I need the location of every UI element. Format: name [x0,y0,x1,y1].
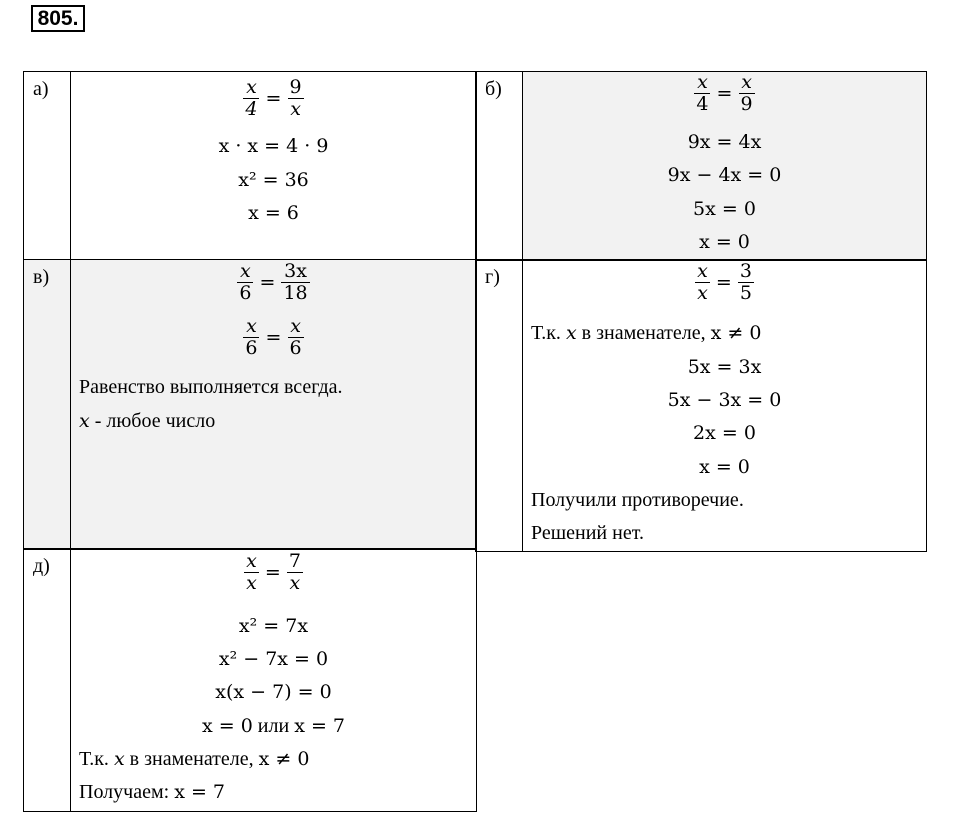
content-d [71,549,476,811]
equation-d: $\frac{x}{x}$ = $\frac{7}{x}$ [246,550,301,594]
equation-v-2: $\frac{x}{6}$ = $\frac{x}{6}$ [245,315,302,359]
step-line: x² = 36 [238,169,309,191]
cell-g [475,259,927,552]
fraction-left: $\frac{x}{6}$ [245,315,258,359]
step-line: 9x = 4x [687,131,762,153]
fraction-right: $\frac{x}{9}$ [740,71,753,115]
step-line: x · x = 4 · 9 [218,135,329,157]
step-line: x(x − 7) = 0 [215,681,332,703]
fraction-right: $\frac{3}{5}$ [739,260,752,304]
cell-v [23,259,477,550]
step-line: 9x − 4x = 0 [667,164,782,186]
label-g: г) [476,260,523,551]
content-a [71,72,476,260]
fraction-left: $\frac{x}{4}$ [245,76,258,120]
content-g [523,260,926,551]
equation-v-1: $\frac{x}{6}$ = $\frac{3x}{18}$ [239,260,308,304]
cell-b [475,71,927,261]
result-line: Получаем: x = 7 [79,781,225,803]
text-line: x - любое число [79,410,216,432]
fraction-left: $\frac{x}{6}$ [239,260,252,304]
content-b [523,72,926,260]
step-line: x² = 7x [238,615,309,637]
step-line: x = 0 [699,456,750,478]
fraction-right: $\frac{x}{6}$ [289,315,302,359]
step-line: 2x = 0 [693,422,756,444]
roots-line: x = 0 или x = 7 [201,715,345,737]
fraction-left: $\frac{x}{x}$ [246,550,257,594]
step-line: x = 6 [248,202,299,224]
equation-a: $\frac{x}{4}$ = $\frac{9}{x}$ [245,76,302,120]
fraction-left: $\frac{x}{4}$ [696,71,709,115]
content-v [71,260,476,549]
step-line: 5x = 0 [693,198,756,220]
equation-b: $\frac{x}{4}$ = $\frac{x}{9}$ [696,71,753,115]
cell-a [23,71,477,261]
fraction-right: $\frac{9}{x}$ [289,76,302,120]
equation-g: $\frac{x}{x}$ = $\frac{3}{5}$ [697,260,752,304]
fraction-right: $\frac{3x}{18}$ [283,260,308,304]
note-line: Т.к. x в знаменателе, x ≠ 0 [531,322,762,344]
text-line: Решений нет. [531,522,644,544]
note-line: Т.к. x в знаменателе, x ≠ 0 [79,748,310,770]
text-line: Получили противоречие. [531,489,744,511]
step-line: x = 0 [699,231,750,253]
label-v: в) [24,260,71,549]
text-line: Равенство выполняется всегда. [79,376,343,398]
fraction-left: $\frac{x}{x}$ [697,260,708,304]
step-line: 5x − 3x = 0 [667,389,782,411]
fraction-right: $\frac{7}{x}$ [288,550,301,594]
label-b: б) [476,72,523,260]
cell-d [23,548,477,812]
problem-number: 805. [31,5,85,32]
label-d: д) [24,549,71,811]
step-line: 5x = 3x [687,356,762,378]
label-a: а) [24,72,71,260]
step-line: x² − 7x = 0 [218,648,329,670]
